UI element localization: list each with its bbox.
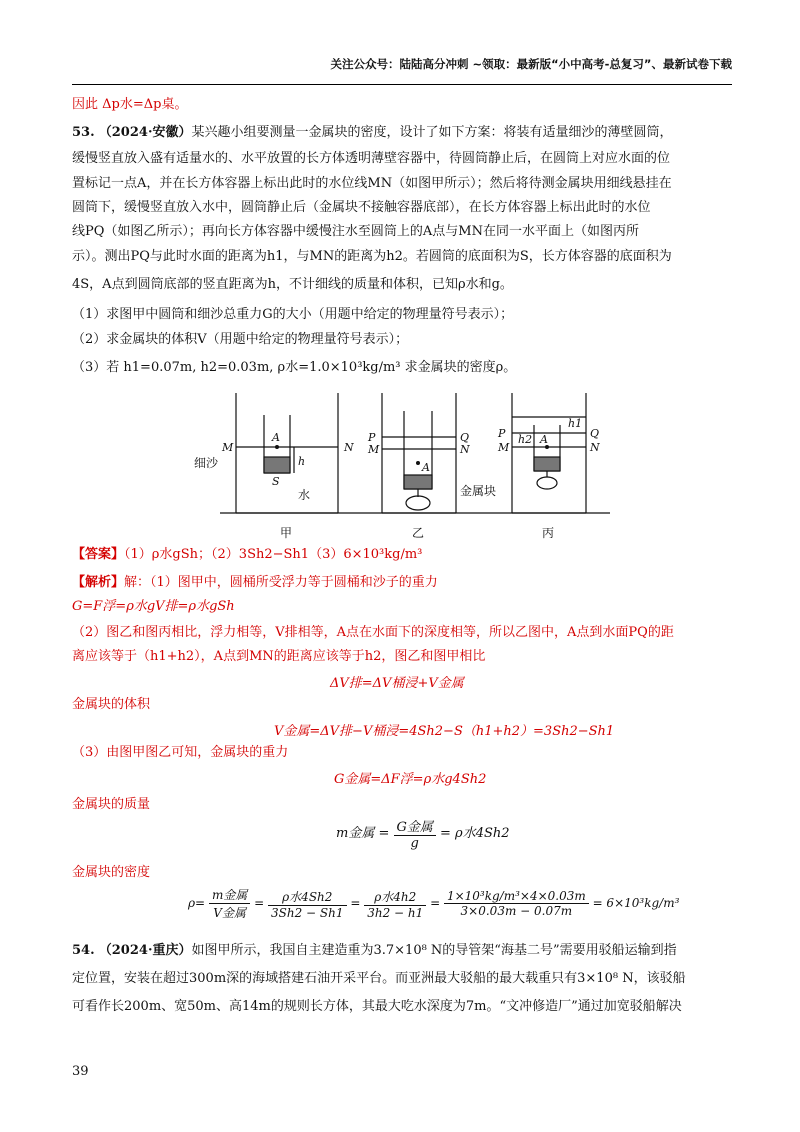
density-frac-3 bbox=[364, 888, 426, 920]
analysis-text-1: G=F浮=ρ水gV排=ρ水gSh bbox=[72, 599, 235, 614]
label-sand: 细沙 bbox=[194, 456, 219, 470]
label-h1: h1 bbox=[568, 417, 583, 430]
mass-formula-rhs: = ρ水4Sh2 bbox=[440, 826, 510, 841]
label-A-jia: A bbox=[272, 431, 280, 444]
label-S: S bbox=[272, 475, 280, 488]
density-lhs: ρ= bbox=[188, 896, 206, 910]
label-A-bing: A bbox=[540, 433, 548, 446]
density-result: = 6×10³kg/m³ bbox=[592, 896, 680, 910]
q54-text-0: 如图甲所示，我国自主建造重为3.7×10⁸ N的导管架“海基二号”需要用驳船运输到指 bbox=[191, 943, 677, 958]
q54-number: 54. bbox=[72, 943, 95, 958]
density-frac-2-num: ρ水4Sh2 bbox=[268, 888, 347, 906]
q53-text-1: 缓慢竖直放入盛有适量水的、水平放置的长方体透明薄壁容器中，待圆筒静止后，在圆筒上对应水面的位 bbox=[72, 151, 671, 166]
label-yi: 乙 bbox=[412, 526, 425, 540]
label-bing: 丙 bbox=[542, 526, 555, 540]
mass-formula bbox=[336, 816, 510, 851]
q54-first-line bbox=[72, 942, 677, 960]
q53-text-4: 线PQ（如图乙所示）；再向长方体容器中缓慢注水至圆筒上的A点与MN在同一水平面上（如图丙所 bbox=[72, 224, 639, 239]
analysis-text-8: G金属=ΔF浮=ρ水g4Sh2 bbox=[334, 772, 487, 787]
page-number: 39 bbox=[72, 1064, 89, 1079]
label-M-bing: M bbox=[498, 441, 510, 454]
q53-text-2: 置标记一点A，并在长方体容器上标出此时的水位线MN（如图甲所示）；然后将待测金属块用细线悬挂在 bbox=[72, 176, 672, 191]
density-frac-4-num: 1×10³kg/m³×4×0.03m bbox=[444, 889, 589, 904]
density-frac-2-den: 3Sh2 − Sh1 bbox=[271, 905, 344, 920]
density-frac-1-den: V金属 bbox=[213, 906, 246, 920]
analysis-text-0: 解：（1）图甲中，圆桶所受浮力等于圆桶和沙子的重力 bbox=[124, 575, 438, 590]
label-N-bing: N bbox=[590, 441, 600, 454]
density-frac-3-den: 3h2 − h1 bbox=[367, 905, 424, 920]
jia-sand bbox=[264, 457, 290, 473]
analysis-text-2: （2）图乙和图丙相比，浮力相等，V排相等，A点在水面下的深度相等，所以乙图中，A点到水面PQ的距 bbox=[72, 625, 674, 640]
mass-fraction-den: g bbox=[410, 836, 419, 851]
q53-text-0: 某兴趣小组要测量一金属块的密度，设计了如下方案：将装有适量细沙的薄壁圆筒， bbox=[191, 125, 673, 140]
analysis-text-5: 金属块的体积 bbox=[72, 697, 151, 712]
label-M-yi: M bbox=[368, 443, 380, 456]
analysis-text-6: V金属=ΔV排−V桶浸=4Sh2−S（h1+h2）=3Sh2−Sh1 bbox=[274, 724, 615, 739]
analysis-text-7: （3）由图甲图乙可知，金属块的重力 bbox=[72, 745, 289, 760]
q54-source: （2024·重庆） bbox=[98, 943, 192, 958]
density-frac-1 bbox=[209, 886, 250, 921]
previous-answer-tail: 因此 Δp水=Δp桌。 bbox=[72, 97, 188, 112]
label-h: h bbox=[298, 455, 306, 468]
analysis-text-4: ΔV排=ΔV桶浸+V金属 bbox=[330, 676, 464, 691]
label-N-jia: N bbox=[344, 441, 354, 454]
label-P-bing: P bbox=[498, 427, 506, 440]
density-frac-2 bbox=[268, 888, 347, 920]
q53-sub-2: （2）求金属块的体积V（用题中给定的物理量符号表示）； bbox=[72, 332, 409, 347]
answer-text: （1）ρ水gSh；（2）3Sh2−Sh1（3）6×10³kg/m³ bbox=[124, 547, 423, 562]
answer-line bbox=[72, 546, 422, 564]
q53-number: 53. bbox=[72, 125, 95, 140]
q53-sub-3: （3）若 h1=0.07m, h2=0.03m, ρ水=1.0×10³kg/m³ 求金属块的密度ρ。 bbox=[72, 360, 517, 375]
q53-text-6: 4S，A点到圆筒底部的竖直距离为h，不计细线的质量和体积，已知ρ水和g。 bbox=[72, 277, 513, 292]
q53-text-5: 示）。测出PQ与此时水面的距离为h1，与MN的距离为h2。若圆筒的底面积为S，长方体容器的底面积为 bbox=[72, 249, 672, 264]
density-formula: ρ= $\frac{\text{m金属}}{\text{V金属}}$ = $\frac{\text{ρ水4Sh2}}{3Sh2 - Sh1}$ = $\frac{\text{ρ水4h2}}{3h2 - h1}$ = $\frac{\text{1×10³kg/m³×4×0.03m}}{3\times 0.03m - 0.07m}$ = 6×10³kg/m³ bbox=[188, 888, 680, 920]
density-frac-4-den: 3×0.03m − 0.07m bbox=[460, 904, 573, 918]
q53-source: （2024·安徽） bbox=[98, 125, 192, 140]
q54-text-2: 可看作长200m、宽50m、高14m的规则长方体，其最大吃水深度为7m。“文冲修造厂”通过加宽驳船解决 bbox=[72, 999, 682, 1014]
analysis-text-10: 金属块的密度 bbox=[72, 865, 151, 880]
q53-text-3: 圆筒下，缓慢竖直放入水中，圆筒静止后（金属块不接触容器底部），在长方体容器上标出此时的水位 bbox=[72, 200, 651, 215]
answer-label: 【答案】 bbox=[72, 547, 125, 562]
label-h2: h2 bbox=[518, 433, 533, 446]
density-frac-3-num: ρ水4h2 bbox=[364, 888, 426, 906]
analysis-label: 【解析】 bbox=[72, 575, 125, 590]
analysis-text-3: 离应该等于（h1+h2），A点到MN的距离应该等于h2，图乙和图甲相比 bbox=[72, 649, 486, 664]
mass-fraction bbox=[394, 816, 436, 851]
yi-metal-block bbox=[406, 496, 430, 510]
label-N-yi: N bbox=[460, 443, 470, 456]
label-Q-bing: Q bbox=[590, 427, 600, 440]
label-Q-yi: Q bbox=[460, 431, 470, 444]
q53-sub-1: （1）求图甲中圆筒和细沙总重力G的大小（用题中给定的物理量符号表示）； bbox=[72, 307, 514, 322]
label-M-jia: M bbox=[222, 441, 234, 454]
label-water: 水 bbox=[298, 488, 311, 502]
label-metal: 金属块 bbox=[460, 484, 497, 498]
density-frac-1-num: m金属 bbox=[209, 886, 250, 904]
mass-formula-lhs: m金属 = bbox=[336, 826, 390, 841]
label-jia: 甲 bbox=[280, 526, 293, 540]
experiment-figure bbox=[180, 385, 640, 545]
page-header: 关注公众号：陆陆高分冲刺 ~领取：最新版“小中高考-总复习”、最新试卷下载 bbox=[330, 57, 732, 71]
mass-fraction-num: G金属 bbox=[394, 816, 436, 836]
density-frac-4 bbox=[444, 889, 589, 918]
analysis-text-9: 金属块的质量 bbox=[72, 797, 151, 812]
label-A-yi: A bbox=[422, 461, 430, 474]
header-rule bbox=[72, 84, 732, 85]
label-P-yi: P bbox=[368, 431, 376, 444]
q53-first-line bbox=[72, 124, 673, 142]
analysis-line-1 bbox=[72, 574, 438, 592]
q54-text-1: 定位置，安装在超过300m深的海域搭建石油开采平台。而亚洲最大驳船的最大载重只有3×10⁸ N，该驳船 bbox=[72, 971, 686, 986]
